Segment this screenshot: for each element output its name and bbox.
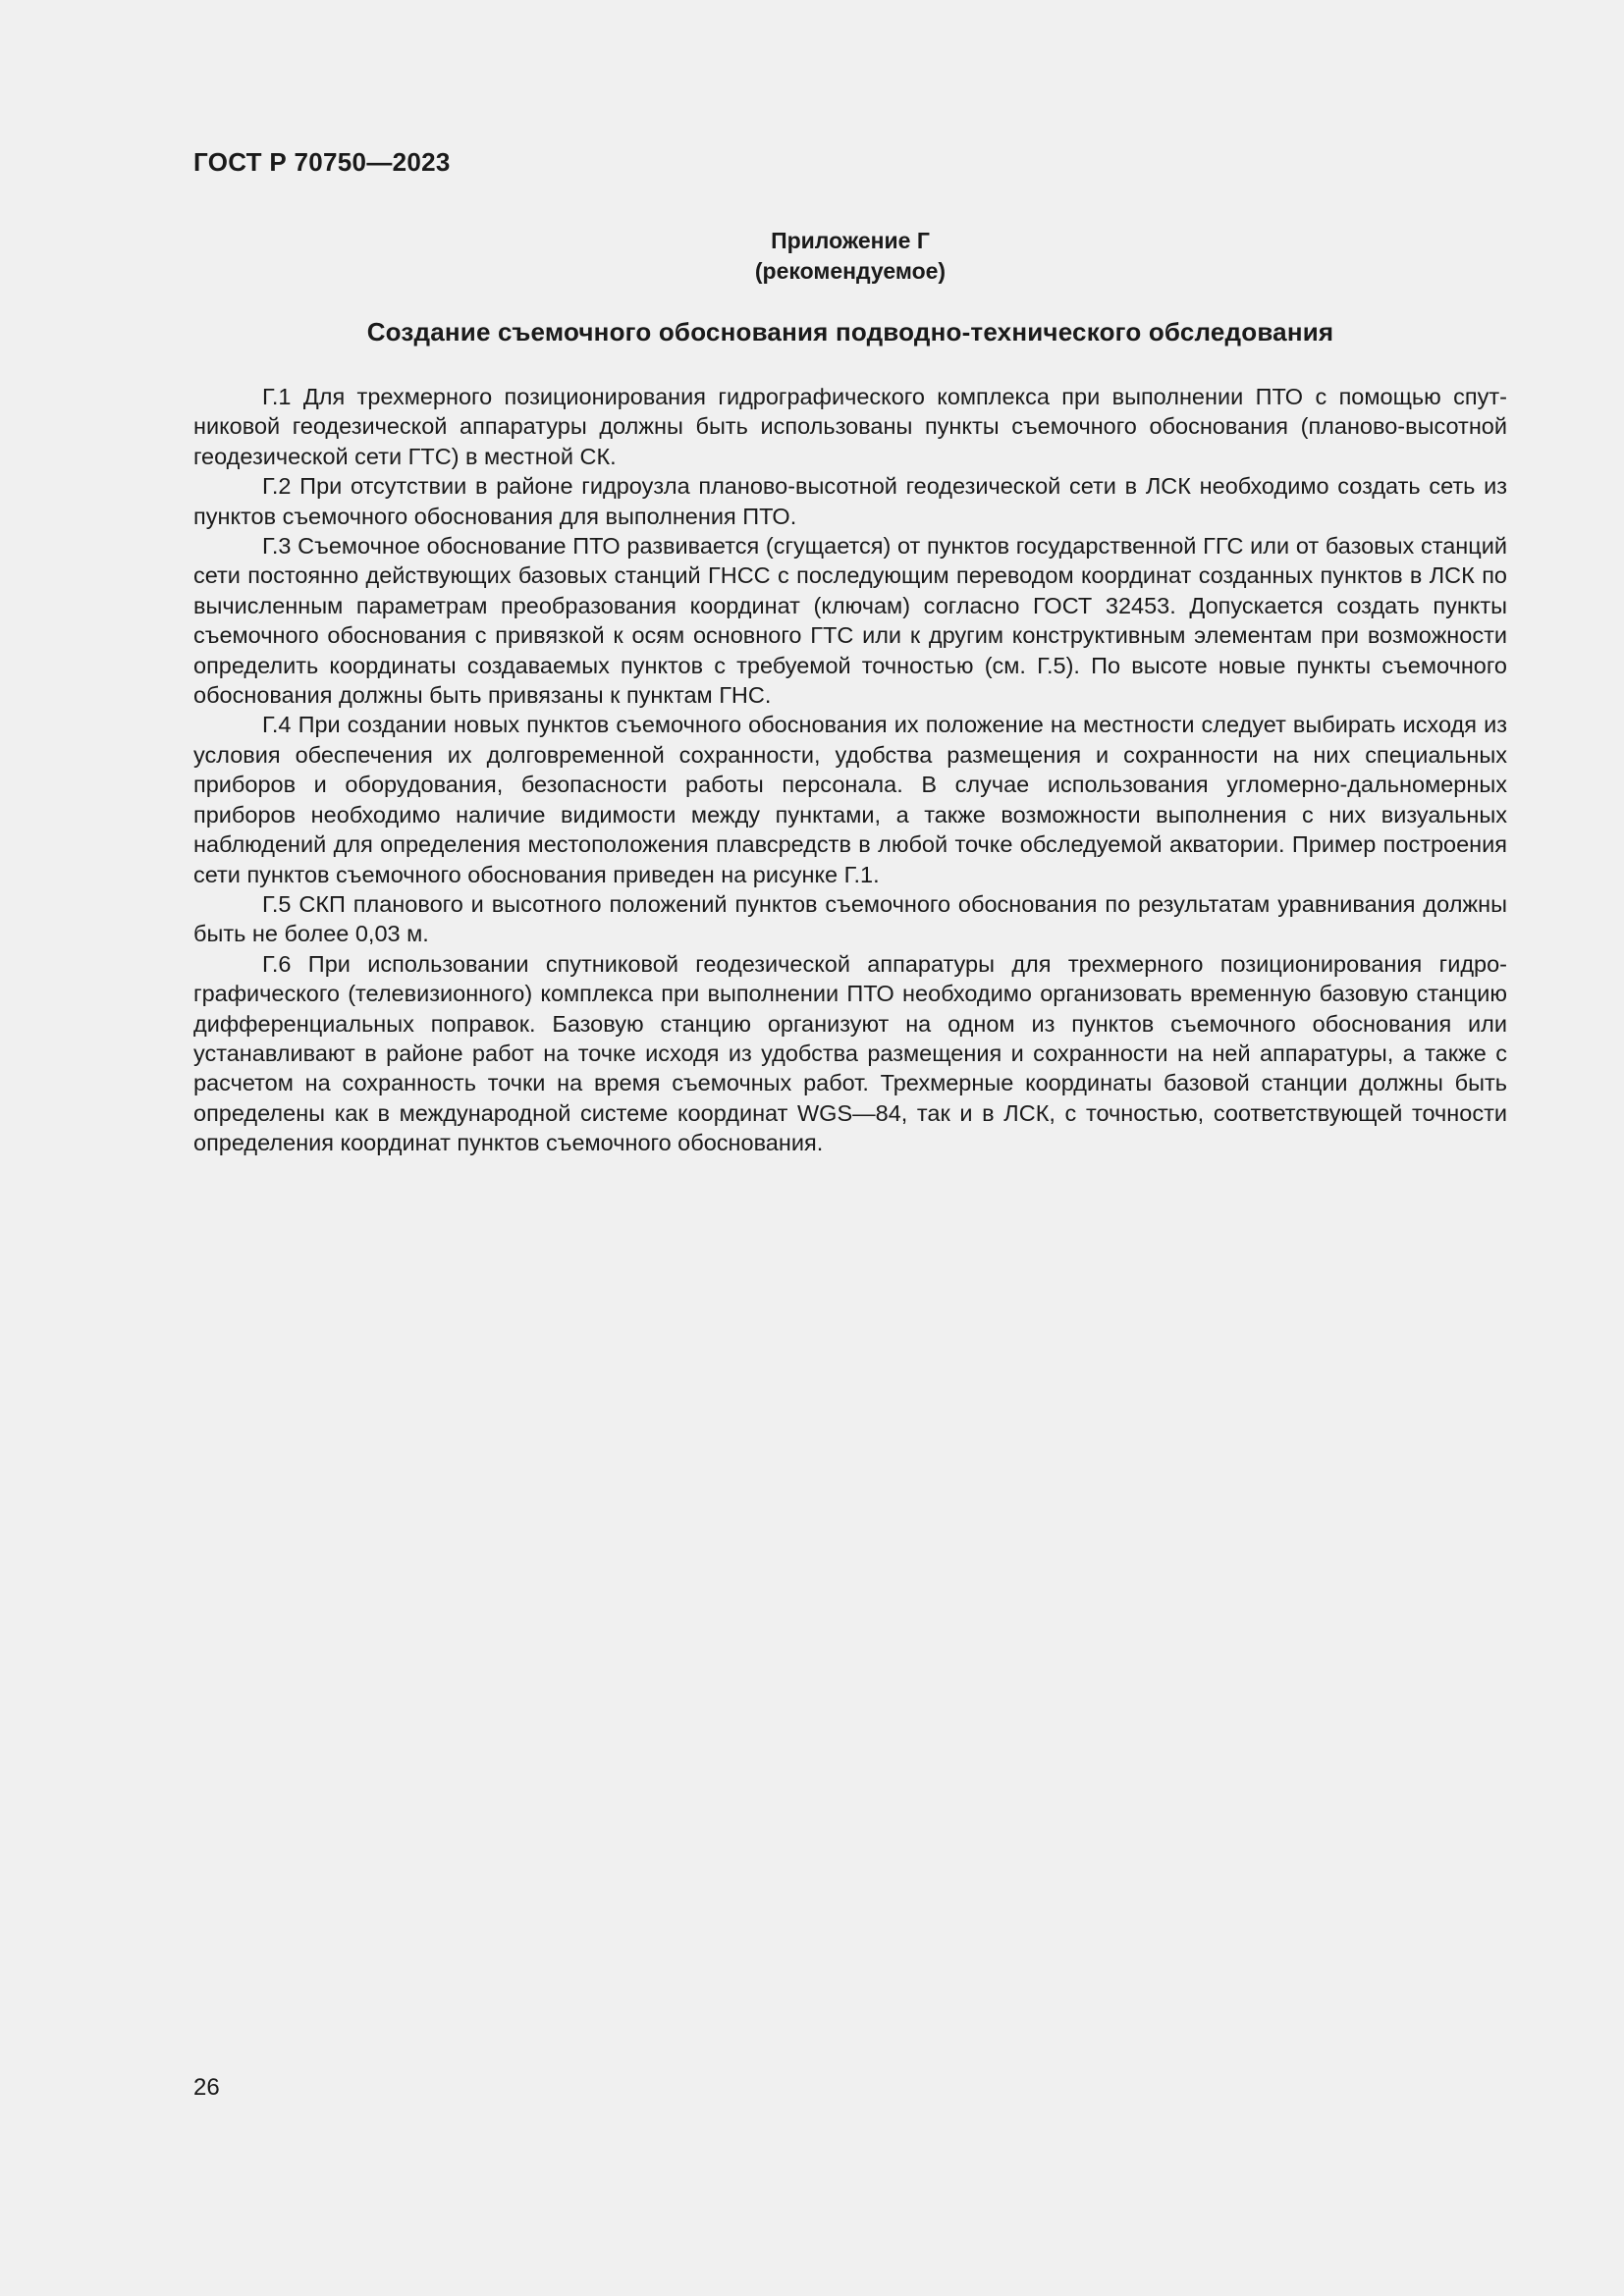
paragraph-g3: Г.3 Съемочное обоснование ПТО развивается (сгущается) от пунктов государственной ГГС или от базовых станций сети постоянно действующих базовых станций ГНСС с последующим переводом координат созданных пунктов в ЛСК по вычисленным параметрам преобразования координат (ключам) согласно ГОСТ 32453. Допускается создать пункты съемочного обоснования с привязкой к осям основного ГТС или к другим конструктивным элементам при возможности определить координаты создаваемых пунктов с требуемой точностью (см. Г.5). По высоте новые пункты съемочного обоснования должны быть привязаны к пунктам ГНС. [193, 533, 1507, 709]
section-title: Создание съемочного обоснования подводно-технического обследования [366, 317, 1334, 347]
paragraph-g5: Г.5 СКП планового и высотного положений пунктов съемочного обоснования по результатам уравнивания должны быть не более 0,03 м. [193, 890, 1507, 947]
paragraph-g2: Г.2 При отсутствии в районе гидроузла планово-высотной геодезической сети в ЛСК необходимо создать сеть из пунктов съемочного обоснования для выполнения ПТО. [193, 473, 1507, 529]
appendix-status: (рекомендуемое) [754, 258, 947, 284]
document-code-header: ГОСТ Р 70750—2023 [193, 147, 451, 177]
paragraph-g4: Г.4 При создании новых пунктов съемочного обоснования их положение на местности следует выбирать исходя из условия обеспечения их долговременной сохранности, удобства размещения и сохранности на них специальных приборов и оборудования, безопасности работы персонала. В случае использования угломерно-дальномерных приборов необходимо наличие видимости между пунктами, а также возможности выполнения с них визуальных наблюдений для определения местоположения плавсредств в любой точке обследуемой акватории. Пример построения сети пунктов съемочного обоснования приведен на рисунке Г.1. [193, 712, 1507, 887]
paragraph-g1: Г.1 Для трехмерного позиционирования гидрографического комплекса при выполнении ПТО с помощью спутниковой геодезической аппаратуры должны быть использованы пункты съемочного обоснования (планово-высотной геодезической сети ГТС) в местной СК. [193, 384, 1507, 469]
appendix-heading [193, 226, 1507, 287]
appendix-title: Приложение Г [771, 228, 930, 253]
page-number: 26 [193, 2074, 220, 2101]
paragraph-g6: Г.6 При использовании спутниковой геодезической аппаратуры для трехмерного позиционирования гидрографического (телевизионного) комплекса при выполнении ПТО необходимо организовать временную базовую станцию дифференциальных поправок. Базовую станцию организуют на одном из пунктов съемочного обоснования или устанавливают в районе работ на точке исходя из удобства размещения и сохранности на ней аппаратуры, а также с расчетом на сохранность точки на время съемочных работ. Трехмерные координаты базовой станции должны быть определены как в международной системе координат WGS—84, так и в ЛСК, с точностью, соответствующей точности определения координат пунктов съемочного обоснования. [193, 950, 1507, 1156]
body-text [193, 382, 1507, 1158]
